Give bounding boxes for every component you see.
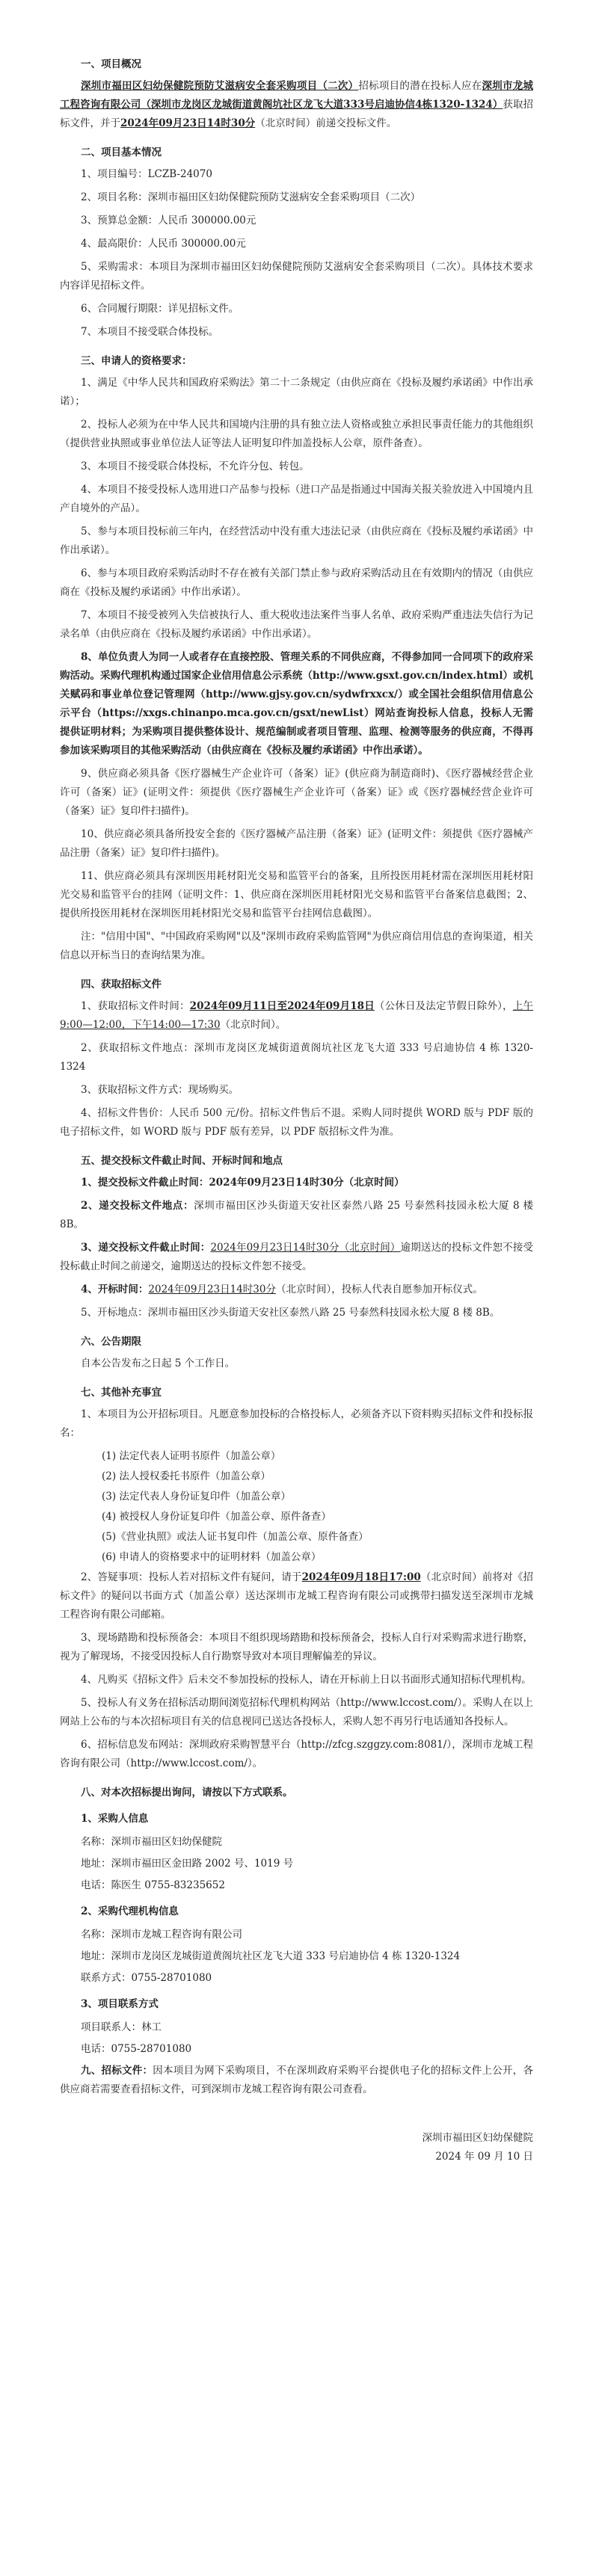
obtain-time — [60, 997, 533, 1035]
agency-phone: 联系方式：0755-28701080 — [81, 1972, 212, 1984]
obtain-time-tz: （北京时间）。 — [220, 1019, 286, 1031]
section-title-supplementary: 七、其他补充事宜 — [81, 1387, 162, 1399]
late-submission-note: 逾期送达的投标文件恕不接受投标截止时间之前递交，逾期送达的投标文件恕不接受。 — [60, 1242, 534, 1272]
basic-info-item: 5、采购需求：本项目为深圳市福田区妇幼保健院预防艾滋病安全套采购项目（二次）。具体技术要求内容详见招标文件。 — [60, 261, 533, 292]
opening-time-value: 2024年09月23日14时30分 — [148, 1284, 276, 1295]
overview-paragraph — [60, 77, 533, 133]
supplementary-item: 6、招标信息发布网站：深圳政府采购智慧平台（http://zfcg.szggzy.com:8081/），深圳市龙城工程咨询有限公司（http://www.lccost.com/）。 — [60, 1739, 533, 1769]
overview-text-1: 招标项目的潜在投标人应在 — [358, 80, 482, 92]
qualification-item: 9、供应商必须具备《医疗器械生产企业许可（备案）证》(供应商为制造商时)、《医疗器械经营企业许可（备案）证》(证明文件：须提供《医疗器械生产企业许可（备案）证》或《医疗器械经营企业许可（备案）证》复印件扫描件)。 — [60, 768, 533, 817]
overview-text-2: 获取招标文件，并于 — [60, 99, 534, 129]
project-contact-phone: 电话：0755-28701080 — [81, 2043, 192, 2055]
section-title-tender-docs: 九、招标文件： — [81, 2065, 153, 2077]
section-title-contact: 八、对本次招标提出询问，请按以下方式联系。 — [81, 1787, 293, 1799]
section-title-basic-info: 二、项目基本情况 — [81, 147, 162, 158]
qa-deadline-time: 2024年09月18日17:00 — [301, 1571, 421, 1583]
deadline-time: 2024年09月23日14时30分 — [120, 117, 256, 129]
obtain-time-label: 1、获取招标文件时间： — [81, 1000, 190, 1012]
basic-info-item: 2、项目名称：深圳市福田区妇幼保健院预防艾滋病安全套采购项目（二次） — [81, 191, 421, 203]
qualification-item: 1、满足《中华人民共和国政府采购法》第二十二条规定（由供应商在《投标及履约承诺函》中作出承诺）； — [60, 377, 533, 407]
required-document: (5)《营业执照》或法人证书复印件（加盖公章、原件备查） — [102, 1531, 369, 1543]
submission-address-value: 深圳市福田区沙头街道天安社区泰然八路 25 号泰然科技园永松大厦 8 楼 8B。 — [60, 1200, 533, 1230]
obtain-hours: 上午9:00—12:00，下午14:00—17:30 — [60, 1000, 534, 1031]
obtain-method: 3、获取招标文件方式：现场购买。 — [81, 1084, 239, 1096]
basic-info-item: 7、本项目不接受联合体投标。 — [81, 326, 219, 338]
signature-block — [60, 2129, 533, 2166]
section-title-qualifications: 三、申请人的资格要求： — [81, 355, 192, 367]
overview-text-3: （北京时间）前递交投标文件。 — [255, 117, 397, 129]
qualification-item: 10、供应商必须具备所投安全套的《医疗器械产品注册（备案）证》(证明文件：须提供《医疗器械产品注册（备案）证》复印件扫描件)。 — [60, 828, 533, 859]
section-title-notice-period: 六、公告期限 — [81, 1336, 141, 1348]
obtain-date-range: 2024年09月11日至2024年09月18日 — [189, 1000, 375, 1012]
tender-docs-paragraph — [60, 2062, 533, 2099]
agency-address: 深圳市龙城工程咨询有限公司（深圳市龙岗区龙城街道黄阁坑社区龙飞大道333号启迪协信4栋1320-1324） — [60, 80, 534, 111]
basic-info-item: 1、项目编号：LCZB-24070 — [81, 168, 212, 180]
obtain-time-note: （公休日及法定节假日除外）， — [374, 1000, 513, 1012]
opening-time-note: （北京时间），投标人代表自愿参加开标仪式。 — [275, 1284, 483, 1295]
qualification-item: 11、供应商必须具有深圳医用耗材阳光交易和监管平台的备案，且所投医用耗材需在深圳医用耗材阳光交易和监管平台的挂网（证明文件：1、供应商在深圳医用耗材阳光交易和监管平台备案信息截图；2、提供所投医用耗材在深圳医用耗材阳光交易和监管平台挂网信息截图）。 — [60, 870, 533, 919]
agency-info-heading: 2、采购代理机构信息 — [81, 1905, 179, 1917]
section-title-obtain-docs: 四、获取招标文件 — [81, 979, 162, 990]
qa-text-1: 2、答疑事项：投标人若对招标文件有疑问，请于 — [81, 1571, 302, 1583]
submission-address — [60, 1197, 533, 1234]
notice-period: 自本公告发布之日起 5 个工作日。 — [81, 1358, 236, 1369]
qa-deadline — [60, 1568, 533, 1624]
required-document: (3) 法定代表人身份证复印件（加盖公章） — [102, 1491, 291, 1503]
project-name: 深圳市福田区妇幼保健院预防艾滋病安全套采购项目（二次） — [81, 80, 359, 92]
supplementary-item: 3、现场踏勘和投标预备会：本项目不组织现场踏勘和投标预备会，投标人自行对采购需求进行勘察，视为了解现场，不接受因投标人自行勘察导致对本项目理解偏差的异议。 — [60, 1632, 533, 1663]
section-title-submission: 五、提交投标文件截止时间、开标时间和地点 — [81, 1155, 283, 1167]
agency-address-line: 地址：深圳市龙岗区龙城街道黄阁坑社区龙飞大道 333 号启迪协信 4 栋 1320-1324 — [81, 1950, 461, 1962]
tender-docs-text: 因本项目为网下采购项目，不在深圳政府采购平台提供电子化的招标文件上公开，各供应商若需要查看招标文件，可到深圳市龙城工程咨询有限公司查看。 — [60, 2065, 534, 2095]
required-document: (1) 法定代表人证明书原件（加盖公章） — [102, 1450, 281, 1462]
purchaser-address: 地址：深圳市福田区金田路 2002 号、1019 号 — [81, 1858, 294, 1870]
opening-time-label: 4、开标时间： — [81, 1284, 149, 1295]
late-submission — [60, 1239, 533, 1276]
purchaser-phone: 电话：陈医生 0755-83235652 — [81, 1879, 225, 1891]
qualification-item: 5、参与本项目投标前三年内，在经营活动中没有重大违法记录（由供应商在《投标及履约承诺函》中作出承诺）。 — [60, 526, 533, 556]
qualification-item-bold: 8、单位负责人为同一人或者存在直接控股、管理关系的不同供应商，不得参加同一合同项下的政府采购活动。采购代理机构通过国家企业信用信息公示系统（http://www.gsxt.gov.cn/index.html）或机关赋码和事业单位登记管理网（http://www.gjsy.gov.cn/sydwfrxxcx/）或全国社会组织信用信息公示平台（https://xxgs.chinanpo.mca.gov.cn/gsxt/newList）网站查询投标人信息，投标人无需提供证明材料；为采购项目提供整体设计、规范编制或者项目管理、监理、检测等服务的供应商，不得再参加该采购项目的其他采购活动（由供应商在《投标及履约承诺函》中作出承诺）。 — [60, 651, 533, 757]
section-title-overview: 一、项目概况 — [81, 58, 141, 70]
signature-org: 深圳市福田区妇幼保健院 — [422, 2132, 533, 2144]
supplementary-item: 4、凡购买《招标文件》后未交不参加投标的投标人，请在开标前上日以书面形式通知招标代理机构。 — [81, 1674, 532, 1686]
obtain-place: 2、获取招标文件地点：深圳市龙岗区龙城街道黄阁坑社区龙飞大道 333 号启迪协信 4 栋 1320-1324 — [60, 1042, 533, 1073]
late-submission-label: 3、递交投标文件截止时间： — [81, 1242, 211, 1254]
qualification-item: 4、本项目不接受投标人选用进口产品参与投标（进口产品是指通过中国海关报关验放进入中国境内且产自境外的产品）。 — [60, 484, 533, 514]
basic-info-item: 4、最高限价：人民币 300000.00元 — [81, 238, 246, 250]
project-contact-person: 项目联系人：林工 — [81, 2021, 162, 2033]
qa-text-2: （北京时间）前将对《招标文件》的疑问以书面方式（加盖公章）送达深圳市龙城工程咨询有限公司或携带扫描发送至深圳市龙城工程咨询有限公司邮箱。 — [60, 1571, 534, 1621]
purchaser-info-heading: 1、采购人信息 — [81, 1813, 149, 1825]
supplementary-item: 1、本项目为公开招标项目。凡愿意参加投标的合格投标人，必须备齐以下资料购买招标文件和投标报名： — [60, 1408, 533, 1439]
basic-info-item: 6、合同履行期限：详见招标文件。 — [81, 303, 239, 315]
opening-place: 5、开标地点：深圳市福田区沙头街道天安社区泰然八路 25 号泰然科技园永松大厦 8 楼 8B。 — [81, 1307, 500, 1319]
signature-date: 2024 年 09 月 10 日 — [435, 2151, 533, 2163]
required-document: (4) 被授权人身份证复印件（加盖公章、原件备查） — [102, 1511, 331, 1523]
qualification-item: 3、本项目不接受联合体投标，不允许分包、转包。 — [81, 460, 310, 472]
agency-name: 名称：深圳市龙城工程咨询有限公司 — [81, 1929, 242, 1941]
qualification-item: 6、参与本项目政府采购活动时不存在被有关部门禁止参与政府采购活动且在有效期内的情况（由供应商在《投标及履约承诺函》中作出承诺）。 — [60, 567, 533, 598]
required-document: (2) 法人授权委托书原件（加盖公章） — [102, 1470, 271, 1482]
qualification-note: 注："信用中国"、"中国政府采购网"以及"深圳市政府采购监管网"为供应商信用信息的查询渠道，相关信息以开标当日的查询结果为准。 — [60, 931, 533, 961]
opening-time — [60, 1281, 533, 1299]
doc-price: 4、招标文件售价：人民币 500 元/份。招标文件售后不退。采购人同时提供 WORD 版与 PDF 版的电子招标文件，如 WORD 版与 PDF 版有差异，以 PDF 版招标文件为准。 — [60, 1107, 533, 1138]
project-contact-heading: 3、项目联系方式 — [81, 1998, 159, 2010]
supplementary-item: 5、投标人有义务在招标活动期间浏览招标代理机构网站（http://www.lccost.com/）。采购人在以上网站上公布的与本次招标项目有关的信息视同已送达各投标人，采购人恕不再另行电话通知各投标人。 — [60, 1697, 533, 1728]
qualification-item: 2、投标人必须为在中华人民共和国境内注册的具有独立法人资格或独立承担民事责任能力的其他组织（提供营业执照或事业单位法人证等法人证明复印件加盖投标人公章，原件备查）。 — [60, 419, 533, 449]
purchaser-name: 名称：深圳市福田区妇幼保健院 — [81, 1836, 222, 1848]
required-document: (6) 申请人的资格要求中的证明材料（加盖公章） — [102, 1551, 322, 1563]
qualification-item: 7、本项目不接受被列入失信被执行人、重大税收违法案件当事人名单、政府采购严重违法失信行为记录名单（由供应商在《投标及履约承诺函》中作出承诺）。 — [60, 609, 533, 640]
late-submission-time: 2024年09月23日14时30分（北京时间） — [210, 1242, 401, 1254]
submission-address-label: 2、递交投标文件地点： — [81, 1200, 194, 1212]
basic-info-item: 3、预算总金额：人民币 300000.00元 — [81, 215, 256, 227]
submission-deadline: 1、提交投标文件截止时间：2024年09月23日14时30分（北京时间） — [81, 1177, 405, 1189]
